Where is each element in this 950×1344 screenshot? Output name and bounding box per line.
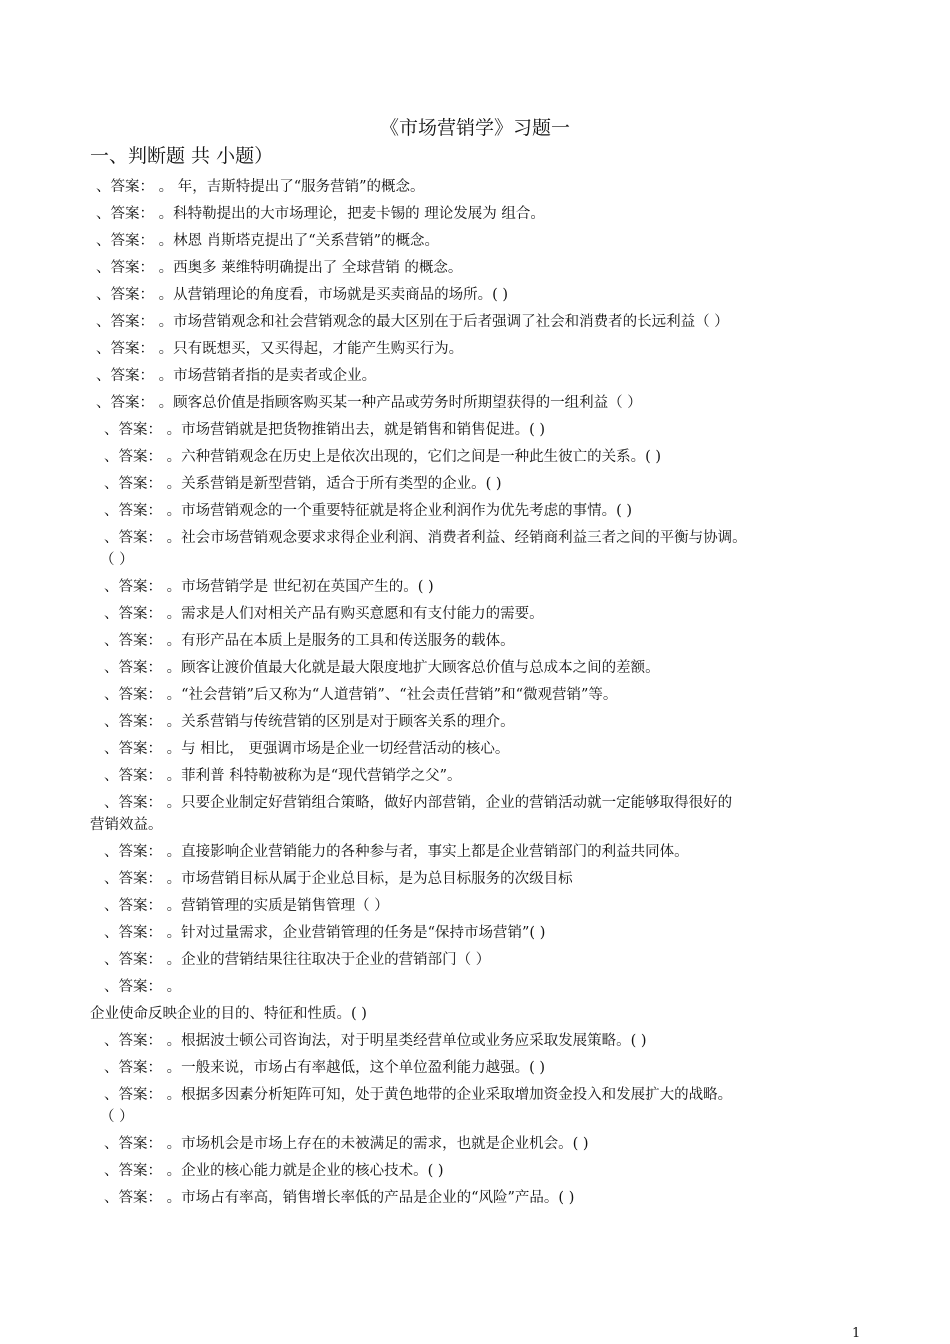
question-line: 、答案： 。六种营销观念在历史上是依次出现的，它们之间是一种此生彼亡的关系。( ) xyxy=(104,449,662,465)
question-line: 、答案： 。与 相比， 更强调市场是企业一切经营活动的核心。 xyxy=(104,741,510,757)
question-line: 、答案： 。一般来说，市场占有率越低，这个单位盈利能力越强。( ) xyxy=(104,1060,546,1076)
question-line: 、答案： 。只要企业制定好营销组合策略，做好内部营销，企业的营销活动就一定能够取得很好的 xyxy=(104,795,733,811)
document-title: 《市场营销学》习题一 xyxy=(379,117,570,139)
question-line: 、答案： 。菲利普 科特勒被称为是“现代营销学之父”。 xyxy=(104,768,462,784)
question-line: 、答案： 。市场营销就是把货物推销出去，就是销售和销售促进。( ) xyxy=(104,422,546,438)
question-line: 、答案： 。 年，吉斯特提出了“服务营销”的概念。 xyxy=(96,179,425,195)
question-line: （ ） xyxy=(100,552,134,568)
question-line: 、答案： 。 xyxy=(104,979,182,995)
question-line: 、答案： 。林恩 肖斯塔克提出了“关系营销”的概念。 xyxy=(96,233,440,249)
question-line: 、答案： 。需求是人们对相关产品有购买意愿和有支付能力的需要。 xyxy=(104,606,544,622)
question-line: 、答案： 。企业的营销结果往往取决于企业的营销部门（ ） xyxy=(104,952,491,968)
question-list xyxy=(90,176,880,1214)
question-line: 、答案： 。“社会营销”后又称为“人道营销”、“社会责任营销”和“微观营销”等。 xyxy=(104,687,618,703)
question-line: 、答案： 。直接影响企业营销能力的各种参与者，事实上都是企业营销部门的利益共同体。 xyxy=(104,844,689,860)
question-line: 、答案： 。市场营销学是 世纪初在英国产生的。( ) xyxy=(104,579,434,595)
question-line: 、答案： 。营销管理的实质是销售管理（ ） xyxy=(104,898,389,914)
question-line: 营销效益。 xyxy=(90,817,163,833)
question-line: 企业使命反映企业的目的、特征和性质。( ) xyxy=(90,1006,367,1022)
question-line: 、答案： 。市场营销观念的一个重要特征就是将企业利润作为优先考虑的事情。( ) xyxy=(104,503,633,519)
question-line: 、答案： 。西奥多 莱维特明确提出了 全球营销 的概念。 xyxy=(96,260,463,276)
page-number: 1 xyxy=(852,1326,861,1341)
question-line: 、答案： 。有形产品在本质上是服务的工具和传送服务的载体。 xyxy=(104,633,515,649)
question-line: 、答案： 。根据波士顿公司咨询法，对于明星类经营单位或业务应采取发展策略。( ) xyxy=(104,1033,647,1049)
question-line: 、答案： 。市场营销者指的是卖者或企业。 xyxy=(96,368,377,384)
section-heading: 一、判断题 共 小题） xyxy=(90,145,274,167)
question-line: 、答案： 。关系营销是新型营销，适合于所有类型的企业。( ) xyxy=(104,476,502,492)
question-line: 、答案： 。市场营销目标从属于企业总目标，是为总目标服务的次级目标 xyxy=(104,871,573,887)
question-line: 、答案： 。根据多因素分析矩阵可知，处于黄色地带的企业采取增加资金投入和发展扩大的战略。 xyxy=(104,1087,733,1103)
question-line: 、答案： 。社会市场营销观念要求求得企业利润、消费者利益、经销商利益三者之间的平衡与协调。 xyxy=(104,530,747,546)
question-line: （ ） xyxy=(100,1109,134,1125)
question-line: 、答案： 。关系营销与传统营销的区别是对于顾客关系的理介。 xyxy=(104,714,515,730)
question-line: 、答案： 。市场机会是市场上存在的未被满足的需求，也就是企业机会。( ) xyxy=(104,1136,589,1152)
question-line: 、答案： 。市场占有率高，销售增长率低的产品是企业的“风险”产品。( ) xyxy=(104,1190,575,1206)
question-line: 、答案： 。顾客让渡价值最大化就是最大限度地扩大顾客总价值与总成本之间的差额。 xyxy=(104,660,660,676)
question-line: 、答案： 。只有既想买，又买得起，才能产生购买行为。 xyxy=(96,341,464,357)
question-line: 、答案： 。市场营销观念和社会营销观念的最大区别在于后者强调了社会和消费者的长远利益（ ） xyxy=(96,314,729,330)
question-line: 、答案： 。针对过量需求，企业营销管理的任务是“保持市场营销”( ) xyxy=(104,925,546,941)
question-line: 、答案： 。顾客总价值是指顾客购买某一种产品或劳务时所期望获得的一组利益（ ） xyxy=(96,395,642,411)
question-line: 、答案： 。科特勒提出的大市场理论，把麦卡锡的 理论发展为 组合。 xyxy=(96,206,545,222)
question-line: 、答案： 。从营销理论的角度看，市场就是买卖商品的场所。( ) xyxy=(96,287,509,303)
question-line: 、答案： 。企业的核心能力就是企业的核心技术。( ) xyxy=(104,1163,444,1179)
